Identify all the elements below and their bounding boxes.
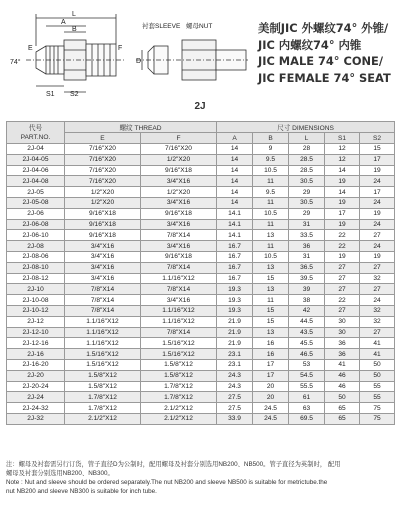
- dim-s2-cell: 27: [360, 327, 395, 338]
- dim-s1-cell: 65: [325, 413, 360, 424]
- thread-f-cell: 1.7/8"X12: [141, 381, 217, 392]
- part-no-cell: 2J-12-10: [7, 327, 65, 338]
- thread-e-cell: 7/8"X14: [65, 295, 141, 306]
- dim-l-cell: 28.5: [289, 165, 325, 176]
- dim-a-cell: 14: [217, 176, 253, 187]
- dim-s2-cell: 24: [360, 295, 395, 306]
- dim-a-cell: 16.7: [217, 273, 253, 284]
- dimension-table: [6, 121, 395, 425]
- table-row: [7, 197, 395, 208]
- dim-s1-cell: 22: [325, 241, 360, 252]
- thread-f-cell: 2.1/2"X12: [141, 413, 217, 424]
- dim-s2-cell: 19: [360, 165, 395, 176]
- thread-f-cell: 7/8"X14: [141, 230, 217, 241]
- thread-f-cell: 1.5/16"X12: [141, 349, 217, 360]
- F-label: F: [118, 45, 123, 52]
- dim-l-cell: 30.5: [289, 176, 325, 187]
- col-header-S2: S2: [360, 133, 395, 144]
- dim-b-cell: 11: [253, 241, 289, 252]
- thread-e-cell: 7/16"X20: [65, 176, 141, 187]
- dim-s1-cell: 30: [325, 327, 360, 338]
- table-row: [7, 359, 395, 370]
- product-title: [258, 20, 398, 86]
- dim-l-cell: 63: [289, 403, 325, 414]
- part-no-cell: 2J-16: [7, 349, 65, 360]
- dim-b-cell: 10.5: [253, 208, 289, 219]
- dim-l-cell: 39.5: [289, 273, 325, 284]
- table-row: [7, 241, 395, 252]
- table-row: [7, 316, 395, 327]
- dim-s1-cell: 46: [325, 370, 360, 381]
- dim-b-cell: 11: [253, 219, 289, 230]
- table-row: [7, 187, 395, 198]
- dim-a-cell: 14: [217, 144, 253, 155]
- dimensions-header: 尺寸 DIMENSIONS: [217, 122, 395, 133]
- col-header-E: E: [65, 133, 141, 144]
- dim-s1-cell: 27: [325, 284, 360, 295]
- dim-a-cell: 24.3: [217, 370, 253, 381]
- part-no-cell: 2J-06-10: [7, 230, 65, 241]
- dim-b-cell: 24.5: [253, 413, 289, 424]
- thread-e-cell: 7/16"X20: [65, 144, 141, 155]
- table-row: [7, 403, 395, 414]
- dim-s1-cell: 36: [325, 338, 360, 349]
- col-header-B: B: [253, 133, 289, 144]
- dim-b-cell: 15: [253, 316, 289, 327]
- thread-f-cell: 3/4"X16: [141, 176, 217, 187]
- table-row: [7, 251, 395, 262]
- thread-e-cell: 3/4"X16: [65, 241, 141, 252]
- dim-b-cell: 24.5: [253, 403, 289, 414]
- dim-b-cell: 11: [253, 197, 289, 208]
- dim-a-cell: 14.1: [217, 230, 253, 241]
- dim-l-cell: 45.5: [289, 338, 325, 349]
- dim-b-cell: 9.5: [253, 154, 289, 165]
- part-no-header: [7, 122, 65, 144]
- dim-s1-cell: 14: [325, 165, 360, 176]
- dim-s2-cell: 50: [360, 359, 395, 370]
- table-row: [7, 154, 395, 165]
- dim-s2-cell: 32: [360, 273, 395, 284]
- thread-e-cell: 1.5/8"X12: [65, 370, 141, 381]
- table-row: [7, 273, 395, 284]
- A-label: A: [61, 19, 66, 26]
- dim-s2-cell: 75: [360, 413, 395, 424]
- fitting-drawing: [6, 6, 250, 98]
- thread-e-cell: 1.7/8"X12: [65, 403, 141, 414]
- dim-s2-cell: 27: [360, 230, 395, 241]
- thread-e-cell: 1.7/8"X12: [65, 392, 141, 403]
- dim-s1-cell: 46: [325, 381, 360, 392]
- part-no-cell: 2J-24: [7, 392, 65, 403]
- dim-l-cell: 29: [289, 187, 325, 198]
- part-no-cell: 2J-10: [7, 284, 65, 295]
- thread-f-cell: 9/16"X18: [141, 251, 217, 262]
- thread-e-cell: 1/2"X20: [65, 197, 141, 208]
- dim-b-cell: 13: [253, 327, 289, 338]
- dim-s1-cell: 19: [325, 197, 360, 208]
- table-row: [7, 165, 395, 176]
- dim-s1-cell: 27: [325, 305, 360, 316]
- dim-l-cell: 69.5: [289, 413, 325, 424]
- title-line: 美制JIC 外螺纹74° 外锥/: [258, 21, 389, 35]
- thread-f-cell: 1.1/16"X12: [141, 305, 217, 316]
- subheader-row: [7, 133, 395, 144]
- dim-s1-cell: 50: [325, 392, 360, 403]
- dim-s1-cell: 17: [325, 208, 360, 219]
- thread-f-cell: 1.7/8"X12: [141, 392, 217, 403]
- dim-b-cell: 13: [253, 230, 289, 241]
- thread-e-cell: 1.5/16"X12: [65, 359, 141, 370]
- dim-b-cell: 16: [253, 338, 289, 349]
- dim-s2-cell: 32: [360, 305, 395, 316]
- part-no-header-en: PART.NO.: [20, 133, 51, 141]
- dim-a-cell: 21.9: [217, 316, 253, 327]
- dim-l-cell: 61: [289, 392, 325, 403]
- dim-l-cell: 30.5: [289, 197, 325, 208]
- dim-l-cell: 43.5: [289, 327, 325, 338]
- dim-s1-cell: 19: [325, 251, 360, 262]
- table-row: [7, 219, 395, 230]
- dim-s1-cell: 36: [325, 349, 360, 360]
- dim-b-cell: 13: [253, 262, 289, 273]
- dim-s1-cell: 22: [325, 230, 360, 241]
- dim-a-cell: 19.3: [217, 305, 253, 316]
- note-line: 螺母及衬套分别选用NB200、NB300。: [6, 469, 114, 477]
- part-no-cell: 2J-10-08: [7, 295, 65, 306]
- thread-e-cell: 1.5/8"X12: [65, 381, 141, 392]
- dim-a-cell: 14: [217, 165, 253, 176]
- dim-b-cell: 10.5: [253, 251, 289, 262]
- dim-l-cell: 31: [289, 251, 325, 262]
- thread-f-cell: 1.5/16"X12: [141, 338, 217, 349]
- table-row: [7, 338, 395, 349]
- part-no-cell: 2J-32: [7, 413, 65, 424]
- dim-s2-cell: 50: [360, 370, 395, 381]
- thread-f-cell: 1.1/16"X12: [141, 316, 217, 327]
- nut-label: 螺母NUT: [186, 23, 213, 30]
- part-no-cell: 2J-06: [7, 208, 65, 219]
- note-line: 注：螺母及衬套需另行订货，管子直径D为公制时，配用螺母及衬套分别选用NB200、NB500。管子直径为英制时， 配用: [6, 461, 341, 468]
- dim-l-cell: 38: [289, 295, 325, 306]
- thread-f-cell: 1.5/8"X12: [141, 370, 217, 381]
- dim-a-cell: 33.9: [217, 413, 253, 424]
- dim-s2-cell: 55: [360, 392, 395, 403]
- dim-s1-cell: 12: [325, 154, 360, 165]
- title-line: JIC 内螺纹74° 内锥: [258, 37, 362, 52]
- table-row: [7, 144, 395, 155]
- thread-e-cell: 3/4"X16: [65, 273, 141, 284]
- B-label: B: [72, 26, 77, 33]
- angle-label: 74°: [10, 59, 21, 66]
- dim-a-cell: 14: [217, 197, 253, 208]
- dim-s2-cell: 24: [360, 219, 395, 230]
- part-no-cell: 2J-04-05: [7, 154, 65, 165]
- dim-a-cell: 19.3: [217, 284, 253, 295]
- dim-a-cell: 14: [217, 187, 253, 198]
- thread-e-cell: 1/2"X20: [65, 187, 141, 198]
- dim-s2-cell: 55: [360, 381, 395, 392]
- thread-e-cell: 9/16"X18: [65, 208, 141, 219]
- header-row: [7, 122, 395, 133]
- dim-s1-cell: 14: [325, 187, 360, 198]
- dim-l-cell: 36.5: [289, 262, 325, 273]
- dim-l-cell: 28: [289, 144, 325, 155]
- note-line: nut NB200 and sleeve NB300 is suitable for inch tube.: [6, 487, 157, 495]
- thread-e-cell: 1.1/16"X12: [65, 327, 141, 338]
- part-no-cell: 2J-20-24: [7, 381, 65, 392]
- thread-f-cell: 7/16"X20: [141, 144, 217, 155]
- dim-a-cell: 23.1: [217, 349, 253, 360]
- table-row: [7, 208, 395, 219]
- dim-a-cell: 24.3: [217, 381, 253, 392]
- part-no-cell: 2J-04: [7, 144, 65, 155]
- dim-a-cell: 21.9: [217, 327, 253, 338]
- dim-a-cell: 16.7: [217, 241, 253, 252]
- dim-s2-cell: 24: [360, 241, 395, 252]
- table-row: [7, 349, 395, 360]
- dim-s2-cell: 17: [360, 154, 395, 165]
- thread-e-cell: 7/16"X20: [65, 165, 141, 176]
- dim-b-cell: 20: [253, 392, 289, 403]
- thread-f-cell: 1/2"X20: [141, 154, 217, 165]
- dim-s2-cell: 27: [360, 284, 395, 295]
- part-no-cell: 2J-08-12: [7, 273, 65, 284]
- thread-f-cell: 1.5/8"X12: [141, 359, 217, 370]
- dim-a-cell: 27.5: [217, 392, 253, 403]
- dim-s2-cell: 17: [360, 187, 395, 198]
- dim-a-cell: 27.5: [217, 403, 253, 414]
- thread-e-cell: 9/16"X18: [65, 219, 141, 230]
- thread-f-cell: 3/4"X16: [141, 295, 217, 306]
- note-line: Note : Nut and sleeve should be ordered separately.The nut NB200 and sleeve NB500 is suitable for metrictube.the: [6, 478, 328, 486]
- dim-a-cell: 14.1: [217, 208, 253, 219]
- thread-f-cell: 1.1/16"X12: [141, 273, 217, 284]
- thread-header: 螺纹 THREAD: [65, 122, 217, 133]
- thread-e-cell: 1.5/16"X12: [65, 349, 141, 360]
- dim-s2-cell: 24: [360, 197, 395, 208]
- table-row: [7, 262, 395, 273]
- dim-l-cell: 36: [289, 241, 325, 252]
- dim-b-cell: 15: [253, 305, 289, 316]
- dim-b-cell: 17: [253, 359, 289, 370]
- dim-a-cell: 14.1: [217, 219, 253, 230]
- dim-s1-cell: 22: [325, 295, 360, 306]
- table-row: [7, 370, 395, 381]
- table-row: [7, 305, 395, 316]
- table-row: [7, 176, 395, 187]
- title-line: JIC MALE 74° CONE/: [258, 54, 383, 68]
- dim-s1-cell: 27: [325, 273, 360, 284]
- title-line: JIC FEMALE 74° SEAT: [258, 70, 391, 85]
- dim-l-cell: 33.5: [289, 230, 325, 241]
- part-no-cell: 2J-12-16: [7, 338, 65, 349]
- S2-label: S2: [70, 91, 79, 98]
- thread-e-cell: 2.1/2"X12: [65, 413, 141, 424]
- dim-s2-cell: 32: [360, 316, 395, 327]
- dim-s2-cell: 41: [360, 338, 395, 349]
- dim-b-cell: 10.5: [253, 165, 289, 176]
- dim-b-cell: 11: [253, 176, 289, 187]
- D-label: D: [136, 58, 142, 65]
- sleeve-label: 衬套SLEEVE: [142, 23, 181, 30]
- dim-s2-cell: 24: [360, 176, 395, 187]
- col-header-A: A: [217, 133, 253, 144]
- dim-l-cell: 46.5: [289, 349, 325, 360]
- dim-l-cell: 44.5: [289, 316, 325, 327]
- part-no-cell: 2J-24-32: [7, 403, 65, 414]
- dim-s2-cell: 41: [360, 349, 395, 360]
- thread-e-cell: 1.1/16"X12: [65, 316, 141, 327]
- dim-l-cell: 53: [289, 359, 325, 370]
- dim-s1-cell: 19: [325, 219, 360, 230]
- dim-a-cell: 21.9: [217, 338, 253, 349]
- dim-a-cell: 16.7: [217, 262, 253, 273]
- dim-l-cell: 42: [289, 305, 325, 316]
- series-code: 2J: [194, 101, 206, 112]
- dim-l-cell: 31: [289, 219, 325, 230]
- part-no-cell: 2J-08-06: [7, 251, 65, 262]
- table-row: [7, 413, 395, 424]
- col-header-S1: S1: [325, 133, 360, 144]
- dim-l-cell: 55.5: [289, 381, 325, 392]
- dim-a-cell: 16.7: [217, 251, 253, 262]
- dim-b-cell: 9.5: [253, 187, 289, 198]
- part-no-cell: 2J-05-08: [7, 197, 65, 208]
- col-header-L: L: [289, 133, 325, 144]
- dim-l-cell: 54.5: [289, 370, 325, 381]
- thread-e-cell: 7/8"X14: [65, 305, 141, 316]
- thread-f-cell: 3/4"X16: [141, 219, 217, 230]
- table-row: [7, 295, 395, 306]
- thread-f-cell: 7/8"X14: [141, 262, 217, 273]
- thread-f-cell: 1/2"X20: [141, 187, 217, 198]
- part-no-cell: 2J-04-06: [7, 165, 65, 176]
- table-row: [7, 381, 395, 392]
- dim-b-cell: 9: [253, 144, 289, 155]
- thread-e-cell: 7/8"X14: [65, 284, 141, 295]
- dim-s2-cell: 27: [360, 262, 395, 273]
- dim-s2-cell: 19: [360, 251, 395, 262]
- dim-l-cell: 29: [289, 208, 325, 219]
- dim-b-cell: 11: [253, 295, 289, 306]
- thread-f-cell: 9/16"X18: [141, 208, 217, 219]
- dim-s2-cell: 15: [360, 144, 395, 155]
- part-no-cell: 2J-08-10: [7, 262, 65, 273]
- table-row: [7, 327, 395, 338]
- S1-label: S1: [46, 91, 55, 98]
- table-row: [7, 392, 395, 403]
- part-no-cell: 2J-10-12: [7, 305, 65, 316]
- thread-f-cell: 2.1/2"X12: [141, 403, 217, 414]
- table-body: [7, 144, 395, 425]
- part-no-cell: 2J-12: [7, 316, 65, 327]
- dim-s1-cell: 65: [325, 403, 360, 414]
- thread-e-cell: 3/4"X16: [65, 262, 141, 273]
- part-no-header-cn: 代号: [28, 124, 43, 132]
- dim-l-cell: 39: [289, 284, 325, 295]
- dim-b-cell: 13: [253, 284, 289, 295]
- dim-b-cell: 17: [253, 370, 289, 381]
- thread-f-cell: 3/4"X16: [141, 241, 217, 252]
- part-no-cell: 2J-04-08: [7, 176, 65, 187]
- part-no-cell: 2J-20: [7, 370, 65, 381]
- dim-l-cell: 28.5: [289, 154, 325, 165]
- dim-b-cell: 16: [253, 349, 289, 360]
- dim-b-cell: 20: [253, 381, 289, 392]
- dim-s1-cell: 19: [325, 176, 360, 187]
- thread-e-cell: 7/16"X20: [65, 154, 141, 165]
- dim-s1-cell: 27: [325, 262, 360, 273]
- dim-s1-cell: 12: [325, 144, 360, 155]
- thread-f-cell: 7/8"X14: [141, 284, 217, 295]
- part-no-cell: 2J-08: [7, 241, 65, 252]
- thread-e-cell: 9/16"X18: [65, 230, 141, 241]
- thread-e-cell: 1.1/16"X12: [65, 338, 141, 349]
- thread-f-cell: 3/4"X16: [141, 197, 217, 208]
- dim-s2-cell: 75: [360, 403, 395, 414]
- dim-s1-cell: 30: [325, 316, 360, 327]
- thread-f-cell: 9/16"X18: [141, 165, 217, 176]
- dim-s1-cell: 41: [325, 359, 360, 370]
- dim-a-cell: 14: [217, 154, 253, 165]
- footnote: [6, 461, 394, 497]
- part-no-cell: 2J-16-20: [7, 359, 65, 370]
- dim-b-cell: 15: [253, 273, 289, 284]
- thread-f-cell: 7/8"X14: [141, 327, 217, 338]
- thread-e-cell: 3/4"X16: [65, 251, 141, 262]
- dim-a-cell: 23.1: [217, 359, 253, 370]
- L-label: L: [72, 11, 76, 18]
- table-row: [7, 284, 395, 295]
- E-label: E: [28, 45, 33, 52]
- part-no-cell: 2J-06-08: [7, 219, 65, 230]
- table-row: [7, 230, 395, 241]
- part-no-cell: 2J-05: [7, 187, 65, 198]
- col-header-F: F: [141, 133, 217, 144]
- dim-a-cell: 19.3: [217, 295, 253, 306]
- dim-s2-cell: 19: [360, 208, 395, 219]
